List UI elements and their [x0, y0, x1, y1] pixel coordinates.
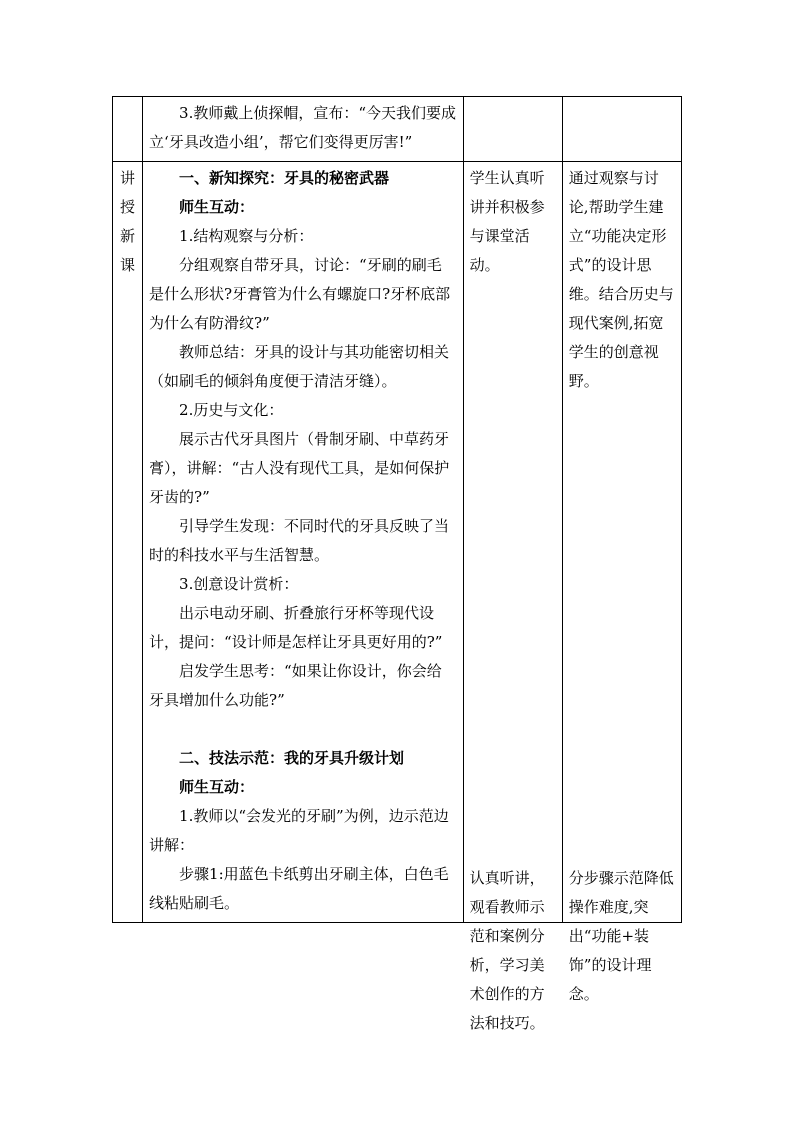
intro-student-cell [463, 97, 562, 162]
student-activity-1: 学生认真听讲并积极参与课堂活动。 [469, 169, 545, 274]
paragraph: 展示古代牙具图片（骨制牙刷、中草药牙膏），讲解：“古人没有现代工具，是如何保护牙齿的?” [149, 430, 450, 506]
paragraph: 1.教师以“会发光的牙刷”为例，边示范边讲解： [149, 807, 449, 854]
paragraph: 步骤1:用蓝色卡纸剪出牙刷主体，白色毛线粘贴刷毛。 [149, 865, 449, 912]
side-label-char: 新 [120, 227, 136, 245]
interaction-label: 师生互动： [179, 778, 255, 796]
student-activity-2: 认真听讲，观看教师示范和案例分析，学习美术创作的方法和技巧。 [469, 869, 545, 1032]
paragraph: 3.创意设计赏析： [179, 575, 299, 593]
side-label-char: 授 [120, 198, 136, 216]
intro-side-cell [113, 97, 143, 162]
side-label-char: 课 [120, 256, 136, 274]
section-2-heading: 二、技法示范：我的牙具升级计划 [179, 749, 405, 767]
interaction-label: 师生互动： [179, 198, 255, 216]
paragraph: 出示电动牙刷、折叠旅行牙杯等现代设计，提问：“设计师是怎样让牙具更好用的?” [149, 604, 443, 651]
lecture-row [113, 162, 682, 923]
design-purpose-1: 通过观察与讨论,帮助学生建立“功能决定形式”的设计思维。结合历史与现代案例,拓宽学生的创意视野。 [568, 169, 674, 390]
section-1-heading: 一、新知探究：牙具的秘密武器 [179, 169, 390, 187]
paragraph: 1.结构观察与分析： [179, 227, 314, 245]
lesson-plan-table [112, 96, 682, 1032]
paragraph: 引导学生发现：不同时代的牙具反映了当时的科技水平与生活智慧。 [149, 517, 450, 564]
paragraph: 教师总结：牙具的设计与其功能密切相关（如刷毛的倾斜角度便于清洁牙缝）。 [149, 343, 450, 390]
paragraph: 启发学生思考：“如果让你设计，你会给牙具增加什么功能?” [149, 662, 442, 709]
intro-main-cell [143, 97, 464, 162]
side-label-char: 讲 [120, 169, 136, 187]
intro-row [113, 97, 682, 162]
intro-main-text: 3.教师戴上侦探帽，宣布：“今天我们要成立‘牙具改造小组’，帮它们变得更厉害!” [149, 104, 457, 151]
student-activity-cell [463, 162, 562, 1032]
paragraph: 2.历史与文化： [179, 401, 284, 419]
paragraph: 分组观察自带牙具，讨论：“牙刷的刷毛是什么形状?牙膏管为什么有螺旋口?牙杯底部为什么有防滑纹?” [149, 256, 451, 332]
design-purpose-cell [562, 162, 681, 1003]
lecture-side-cell [113, 162, 143, 923]
intro-purpose-cell [562, 97, 681, 162]
design-purpose-2: 分步骤示范降低操作难度,突出“功能+装饰”的设计理念。 [568, 869, 674, 1003]
lecture-main-cell [143, 162, 464, 923]
